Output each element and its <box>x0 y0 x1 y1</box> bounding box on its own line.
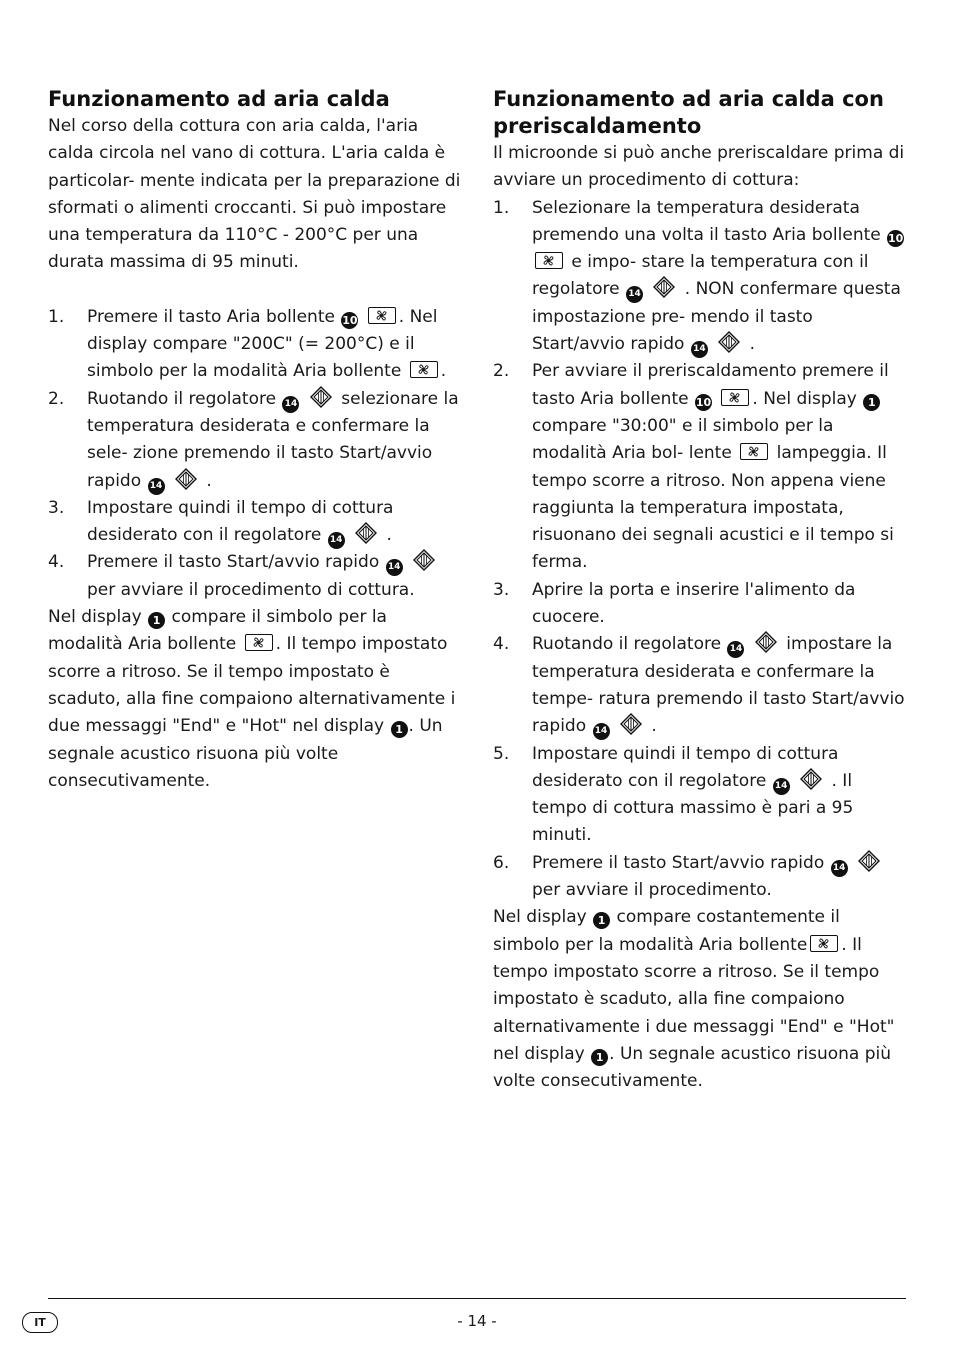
ref-14-icon: 14 <box>386 559 403 576</box>
step-item: 4. Ruotando il regolatore 14 impostare la temperatura desiderata e confermare la tempe- ratura premendo il tasto Start/avvio rapido 14 . <box>493 631 907 740</box>
step-item: 6. Premere il tasto Start/avvio rapido 14 per avviare il procedimento. <box>493 850 907 905</box>
outro-text: Nel display 1 compare il simbolo per la modalità Aria bollente . Il tempo impostato scorre a ritroso. Se il tempo impostato è scaduto, alla fine compaiono alternativamente i due messaggi "End" e "Hot" nel display 1 . Un segnale acustico risuona più volte consecutivamente. <box>48 607 456 791</box>
ref-1-icon: 1 <box>148 612 165 629</box>
footer-divider <box>48 1298 906 1299</box>
knob-icon <box>718 331 740 353</box>
knob-icon <box>800 768 822 790</box>
fan-icon <box>410 361 438 378</box>
knob-icon <box>310 386 332 408</box>
step-item: 2. Ruotando il regolatore 14 selezionare la temperatura desiderata e confermare la sele- zione premendo il tasto Start/avvio rapido 14 . <box>48 386 462 495</box>
ref-10-icon: 10 <box>342 313 358 327</box>
ref-14-icon: 14 <box>328 532 345 549</box>
knob-icon <box>755 631 777 653</box>
steps-list <box>48 304 462 604</box>
ref-1-icon: 1 <box>593 912 610 929</box>
section-title-hot-air: Funzionamento ad aria calda <box>48 87 390 111</box>
step-item: 4. Premere il tasto Start/avvio rapido 14 per avviare il procedimento di cottura. <box>48 549 462 604</box>
ref-14-icon: 14 <box>691 341 708 358</box>
ref-1-icon: 1 <box>863 394 880 411</box>
fan-icon <box>721 389 749 406</box>
ref-1-icon: 1 <box>591 1049 608 1066</box>
section-title-preheat: Funzionamento ad aria calda con preriscaldamento <box>493 87 884 138</box>
ref-14-icon: 14 <box>148 478 165 495</box>
ref-14-icon: 14 <box>727 641 744 658</box>
step-item: 1. Selezionare la temperatura desiderata premendo una volta il tasto Aria bollente 10 e impo- stare la temperatura con il regolatore 14 . NON confermare questa impostazione pre- mendo il tasto Start/avvio rapido 14 . <box>493 195 907 359</box>
knob-icon <box>620 713 642 735</box>
knob-icon <box>355 522 377 544</box>
ref-14-icon: 14 <box>593 723 610 740</box>
knob-icon <box>413 549 435 571</box>
ref-14-icon: 14 <box>831 860 848 877</box>
ref-14-icon: 14 <box>773 778 790 795</box>
intro-text: Il microonde si può anche preriscaldare prima di avviare un procedimento di cottura: <box>493 143 905 191</box>
fan-icon <box>740 443 768 460</box>
knob-icon <box>175 468 197 490</box>
right-column <box>493 86 907 1095</box>
ref-14-icon: 14 <box>282 396 299 413</box>
language-badge: IT <box>22 1312 58 1333</box>
step-item: 2. Per avviare il preriscaldamento premere il tasto Aria bollente 10 . Nel display 1 compare "30:00" e il simbolo per la modalità Aria bol- lente lampeggia. Il tempo scorre a ritroso. Non appena viene raggiunta la temperatura impostata, risuonano dei segnali acustici e il tempo si ferma. <box>493 361 894 573</box>
ref-10-icon: 10 <box>695 395 712 409</box>
step-item: 1. Premere il tasto Aria bollente 10 . Nel display compare "200C" (= 200°C) e il simbolo per la modalità Aria bollente . <box>48 306 447 382</box>
outro-text: Nel display 1 compare costantemente il simbolo per la modalità Aria bollente . Il tempo impostato scorre a ritroso. Se il tempo impostato è scaduto, alla fine compaiono alternativamente i due messaggi "End" e "Hot" nel display 1 . Un segnale acustico risuona più volte consecutivamente. <box>493 907 895 1092</box>
ref-14-icon: 14 <box>626 286 643 303</box>
step-item: 3. Aprire la porta e inserire l'alimento da cuocere. <box>493 579 856 628</box>
ref-10-icon: 10 <box>887 231 904 245</box>
fan-icon <box>535 252 563 269</box>
ref-1-icon: 1 <box>391 721 408 738</box>
step-item: 3. Impostare quindi il tempo di cottura desiderato con il regolatore 14 . <box>48 495 462 550</box>
fan-icon <box>810 935 838 952</box>
left-column <box>48 86 462 795</box>
knob-icon <box>653 276 675 298</box>
fan-icon <box>245 634 273 651</box>
step-item: 5. Impostare quindi il tempo di cottura desiderato con il regolatore 14 . Il tempo di cottura massimo è pari a 95 minuti. <box>493 743 854 846</box>
steps-list <box>493 195 907 905</box>
intro-text: Nel corso della cottura con aria calda, l'aria calda circola nel vano di cottura. L'aria calda è particolar- mente indicata per la preparazione di sformati o alimenti croccanti. Si può impostare una temperatura da 110°C - 200°C per una durata massima di 95 minuti. <box>48 116 461 273</box>
page-number: - 14 - <box>457 1312 497 1330</box>
knob-icon <box>858 850 880 872</box>
fan-icon <box>368 307 396 324</box>
